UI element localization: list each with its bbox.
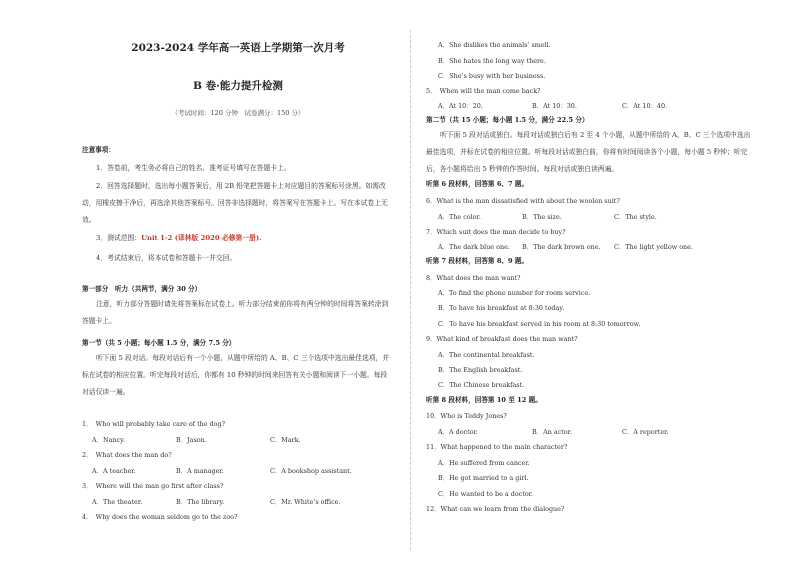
column-divider: [410, 30, 411, 550]
q9-option-b: B．The English breakfast.: [438, 366, 523, 374]
q8-option-b: B．To have his breakfast at 8:30 today.: [438, 304, 565, 312]
q2-option-b: B．A manager.: [176, 467, 224, 475]
q11-option-b: B．He got married to a girl.: [438, 474, 529, 482]
q1-option-a: A．Nancy.: [92, 436, 125, 444]
q4-option-b: B．She hates the long way there.: [438, 57, 546, 65]
q9-option-a: A．The continental breakfast.: [438, 351, 535, 359]
q9-option-c: C．The Chinese breakfast.: [438, 381, 525, 389]
notice-item-3: [82, 230, 394, 247]
q10-option-a: A．A doctor.: [438, 428, 478, 436]
q5-option-b: B．At 10：30.: [532, 102, 577, 110]
exam-subtitle: B 卷·能力提升检测: [193, 80, 283, 92]
exam-title: 2023-2024 学年高一英语上学期第一次月考: [131, 42, 345, 54]
question-7: 7．Which suit does the man decide to buy?: [426, 228, 566, 236]
q10-option-c: C．A reporter.: [622, 428, 669, 436]
part1-intro: 注意，听力部分答题时请先将答案标在试卷上。听力部分结束前你将有两分钟的时间将答案转涂到答题卡上。: [82, 300, 389, 325]
q7-option-c: C．The light yellow one.: [614, 243, 693, 251]
q11-option-c: C．He wanted to be a doctor.: [438, 490, 534, 498]
q1-option-c: C．Mark.: [270, 436, 301, 444]
question-11: 11．What happened to the main character?: [426, 443, 568, 451]
q8-option-a: A．To find the phone number for room service.: [438, 289, 591, 297]
q10-option-b: B．An actor.: [532, 428, 573, 436]
q6-option-c: C．The style.: [614, 213, 657, 221]
material-7-heading: 听第 7 段材料，回答第 8、9 题。: [426, 257, 529, 265]
section1-heading: 第一节（共 5 小题；每小题 1.5 分，满分 7.5 分）: [82, 339, 236, 347]
test-range: Unit 1-2 (译林版 2020 必修第一册).: [141, 234, 262, 242]
q7-option-a: A．The dark blue one.: [438, 243, 510, 251]
question-10: 10．Who is Teddy Jones?: [426, 412, 507, 420]
question-4: 4． Why does the woman seldom go to the zoo?: [82, 513, 238, 521]
notice-item-2: 2．回答选择题时，选出每小题答案后，用 2B 铅笔把答题卡上对应题目的答案标号涂黑。如需改动，用橡皮擦干净后，再选涂其他答案标号。回答非选择题时，将答案写在答题卡上。写在本试卷上无效。: [82, 182, 388, 224]
q2-option-a: A．A teacher.: [92, 467, 136, 475]
material-8-heading: 听第 8 段材料，回答第 10 至 12 题。: [426, 396, 542, 404]
notice-item-1: 1．答卷前，考生务必将自己的姓名、准考证号填写在答题卡上。: [96, 164, 291, 172]
q11-option-a: A．He suffered from cancer.: [438, 459, 530, 467]
question-9: 9．What kind of breakfast does the man want?: [426, 335, 578, 343]
q6-option-b: B．The size.: [522, 213, 562, 221]
question-1: 1． Who will probably take care of the dog?: [82, 420, 226, 428]
q6-option-a: A．The color.: [438, 213, 481, 221]
exam-meta: （考试时间：120 分钟 试卷满分：150 分）: [171, 109, 305, 117]
q2-option-c: C．A bookshop assistant.: [270, 467, 352, 475]
question-12: 12．What can we learn from the dialogue?: [426, 505, 565, 513]
question-8: 8．What does the man want?: [426, 274, 521, 282]
q7-option-b: B．The dark brown one.: [522, 243, 601, 251]
q4-option-a: A．She dislikes the animals’ smell.: [438, 41, 551, 49]
question-5: 5． When will the man come back?: [426, 87, 541, 95]
notice-heading: 注意事项：: [82, 146, 115, 154]
right-column: [426, 0, 756, 562]
q8-option-c: C．To have his breakfast served in his room at 8:30 tomorrow.: [438, 320, 641, 328]
q3-option-a: A．The theater.: [92, 498, 143, 506]
q4-option-c: C．She’s busy with her business.: [438, 72, 546, 80]
q3-option-b: B．The library.: [176, 498, 225, 506]
material-6-heading: 听第 6 段材料，回答第 6、7 题。: [426, 180, 529, 188]
question-3: 3． Where will the man go first after class?: [82, 482, 224, 490]
notice-item-4: 4．考试结束后，将本试卷和答题卡一并交回。: [96, 254, 237, 262]
q3-option-c: C．Mr. White’s office.: [270, 498, 341, 506]
left-column: [82, 0, 394, 562]
part1-heading: 第一部分 听力（共两节，满分 30 分）: [82, 285, 202, 293]
q1-option-b: B．Jason.: [176, 436, 207, 444]
q5-option-c: C．At 10：40.: [622, 102, 668, 110]
q5-option-a: A．At 10：20.: [438, 102, 483, 110]
notice-item-3-prefix: 3．测试范围：: [96, 234, 142, 242]
question-6: 6．What is the man dissatisfied with about the woolen suit?: [426, 197, 620, 205]
section2-intro: 听下面 5 段对话或独白。每段对话或独白后有 2 至 4 个小题，从题中所给的 A、B、C 三个选项中选出最佳选项，并标在试卷的相应位置。听每段对话或独白前，你将有时间阅读各个小题，每小题 5 秒钟；听完后，各小题将给出 5 秒钟的作答时间。每段对话或独白读两遍。: [426, 131, 751, 173]
section2-heading: 第二节（共 15 小题；每小题 1.5 分，满分 22.5 分）: [426, 116, 589, 124]
question-2: 2． What does the man do?: [82, 451, 172, 459]
section1-intro: 听下面 5 段对话。每段对话后有一个小题，从题中所给的 A、B、C 三个选项中选出最佳选项，并标在试卷的相应位置。听完每段对话后，你都有 10 秒钟的时间来回答有关小题和阅读下一小题。每段对话仅读一遍。: [82, 354, 390, 396]
